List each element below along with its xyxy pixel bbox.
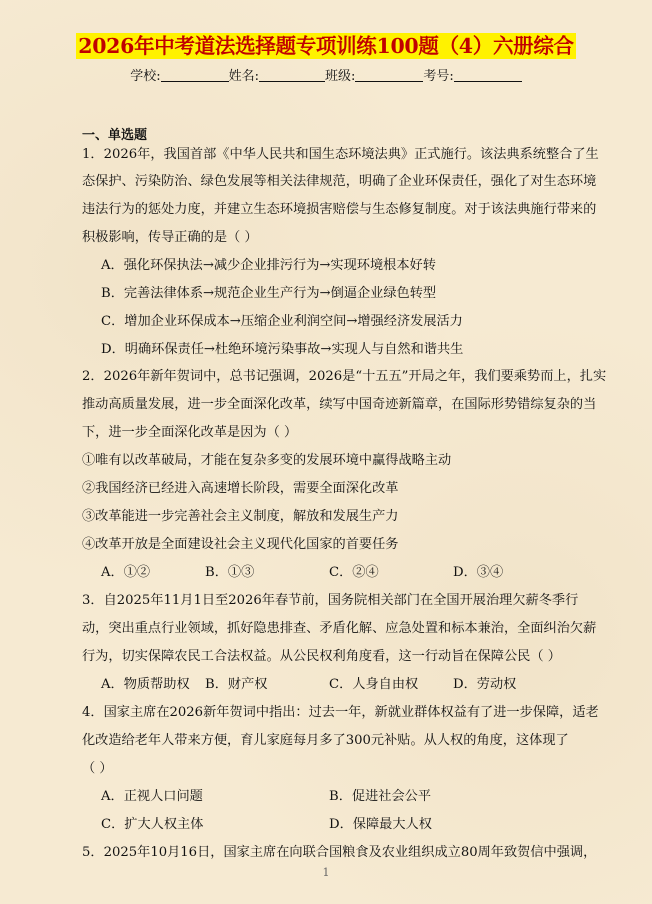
q3-option-d: D．劳动权 bbox=[453, 677, 517, 692]
page-number: 1 bbox=[322, 866, 330, 879]
q3-line-3: 行为，切实保障农民工合法权益。从公民权利角度看，这一行动旨在保障公民（ ） bbox=[82, 649, 561, 664]
school-blank[interactable] bbox=[161, 67, 229, 82]
q2-statement-4: ④改革开放是全面建设社会主义现代化国家的首要任务 bbox=[82, 537, 399, 552]
q2-statement-1: ①唯有以改革破局，才能在复杂多变的发展环境中赢得战略主动 bbox=[82, 453, 452, 468]
class-label: 班级: bbox=[325, 69, 356, 84]
q1-option-a: A．强化环保执法→减少企业排污行为→实现环境根本好转 bbox=[101, 258, 436, 273]
q1-line-4: 积极影响，传导正确的是（ ） bbox=[82, 230, 258, 245]
q5-line-1: 5．2025年10月16日，国家主席在向联合国粮食及农业组织成立80周年致贺信中强调， bbox=[82, 845, 597, 860]
q3-line-1: 3．自2025年11月1日至2026年春节前，国务院相关部门在全国开展治理欠薪冬季行 bbox=[82, 593, 579, 608]
q1-line-2: 态保护、污染防治、绿色发展等相关法律规范，明确了企业环保责任，强化了对生态环境 bbox=[82, 174, 597, 189]
q1-line-1: 1．2026年，我国首部《中华人民共和国生态环境法典》正式施行。该法典系统整合了生 bbox=[82, 147, 599, 162]
q2-option-d: D．③④ bbox=[453, 565, 504, 580]
document-title: 2026年中考道法选择题专项训练100题（4）六册综合 bbox=[78, 34, 574, 58]
number-label: 考号: bbox=[423, 69, 454, 84]
q1-option-b: B．完善法律体系→规范企业生产行为→倒逼企业绿色转型 bbox=[101, 286, 437, 301]
q2-line-1: 2．2026年新年贺词中，总书记强调，2026是“十五五”开局之年，我们要乘势而上，扎实 bbox=[82, 369, 607, 384]
q4-line-1: 4．国家主席在2026新年贺词中指出：过去一年，新就业群体权益有了进一步保障，适老 bbox=[82, 705, 599, 720]
section-title: 一、单选题 bbox=[82, 128, 148, 143]
q3-option-c: C．人身自由权 bbox=[329, 677, 419, 692]
q4-option-c: C．扩大人权主体 bbox=[101, 817, 204, 832]
q2-statement-2: ②我国经济已经进入高速增长阶段，需要全面深化改革 bbox=[82, 481, 399, 496]
q4-option-d: D．保障最大人权 bbox=[329, 817, 432, 832]
q2-option-b: B．①③ bbox=[205, 565, 255, 580]
q3-option-a: A．物质帮助权 bbox=[101, 677, 190, 692]
class-blank[interactable] bbox=[355, 67, 423, 82]
q4-line-3: （ ） bbox=[82, 761, 113, 776]
school-label: 学校: bbox=[130, 69, 161, 84]
q2-option-a: A．①② bbox=[101, 565, 151, 580]
title-wrap bbox=[0, 33, 652, 59]
number-blank[interactable] bbox=[454, 67, 522, 82]
name-blank[interactable] bbox=[259, 67, 325, 82]
q2-line-3: 下，进一步全面深化改革是因为（ ） bbox=[82, 425, 298, 440]
q2-line-2: 推动高质量发展，进一步全面深化改革，续写中国奇迹新篇章，在国际形势错综复杂的当 bbox=[82, 397, 597, 412]
q4-option-b: B．促进社会公平 bbox=[329, 789, 432, 804]
student-info-line bbox=[0, 67, 652, 86]
q1-option-d: D．明确环保责任→杜绝环境污染事故→实现人与自然和谐共生 bbox=[101, 342, 464, 357]
q2-statement-3: ③改革能进一步完善社会主义制度，解放和发展生产力 bbox=[82, 509, 399, 524]
name-label: 姓名: bbox=[228, 69, 259, 84]
q3-line-2: 动，突出重点行业领域，抓好隐患排查、矛盾化解、应急处置和标本兼治，全面纠治欠薪 bbox=[82, 621, 597, 636]
q4-line-2: 化改造给老年人带来方便，育儿家庭每月多了300元补贴。从人权的角度，这体现了 bbox=[82, 733, 569, 748]
q4-option-a: A．正视人口问题 bbox=[101, 789, 203, 804]
q2-option-c: C．②④ bbox=[329, 565, 379, 580]
q3-option-b: B．财产权 bbox=[205, 677, 268, 692]
q1-line-3: 违法行为的惩处力度，并建立生态环境损害赔偿与生态修复制度。对于该法典施行带来的 bbox=[82, 202, 597, 217]
q1-option-c: C．增加企业环保成本→压缩企业利润空间→增强经济发展活力 bbox=[101, 314, 463, 329]
